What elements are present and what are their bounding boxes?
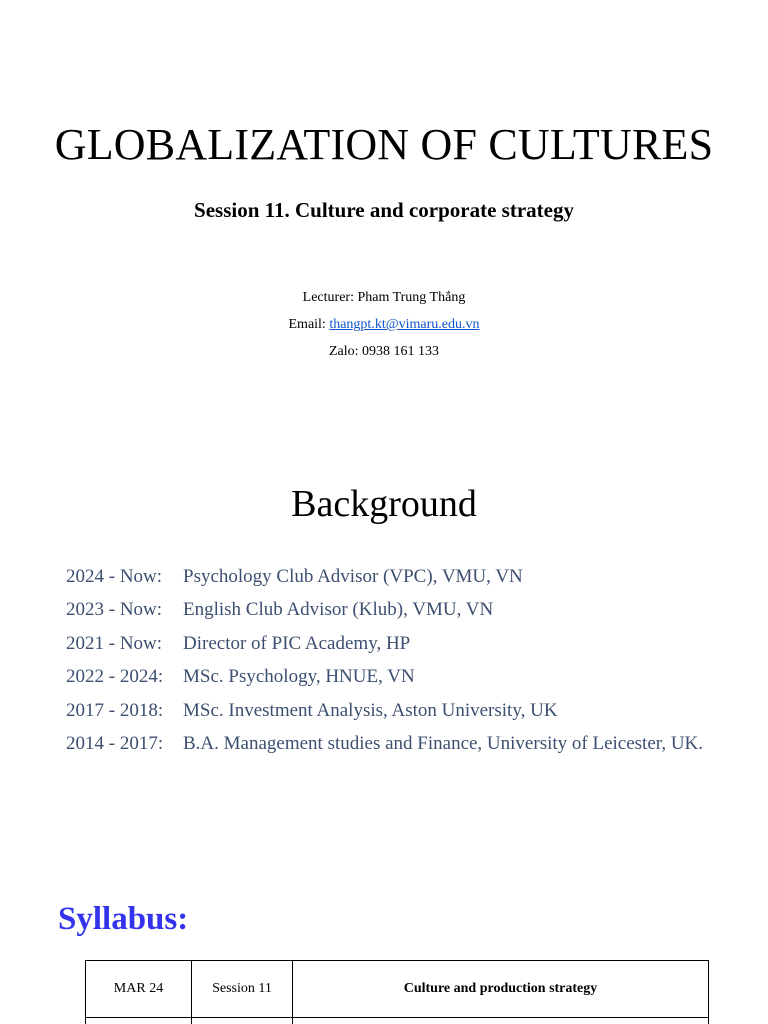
- lecturer-line: [0, 289, 768, 307]
- session-topic-cell: [293, 1018, 709, 1024]
- page-title: GLOBALIZATION OF CULTURES: [54, 120, 714, 169]
- background-description: Psychology Club Advisor (VPC), VMU, VN: [183, 566, 523, 587]
- background-item: [66, 595, 766, 628]
- syllabus-table: [85, 960, 709, 1024]
- background-description: B.A. Management studies and Finance, University of Leicester, UK.: [183, 732, 704, 754]
- background-item: [66, 696, 766, 729]
- background-item: [66, 729, 766, 762]
- background-years: 2021 - Now:: [66, 632, 163, 654]
- email-line: [0, 316, 768, 334]
- background-description: MSc. Psychology, HNUE, VN: [183, 666, 415, 688]
- table-row: [86, 961, 709, 1018]
- lecturer-name: Pham Trung Thắng: [357, 290, 466, 305]
- background-item: [66, 662, 766, 695]
- background-years: 2023 - Now:: [66, 599, 163, 621]
- background-years: 2022 - 2024:: [66, 666, 164, 688]
- background-years: 2017 - 2018:: [66, 699, 164, 721]
- zalo-label: Zalo:: [328, 344, 363, 359]
- zalo-line: [0, 343, 768, 361]
- background-description: MSc. Investment Analysis, Aston University, UK: [183, 699, 558, 721]
- background-description: Director of PIC Academy, HP: [183, 632, 411, 654]
- session-number-cell: [192, 1018, 293, 1024]
- background-item: [66, 629, 766, 662]
- background-years: 2014 - 2017:: [66, 732, 164, 754]
- background-description: English Club Advisor (Klub), VMU, VN: [183, 599, 494, 621]
- background-list: [66, 562, 766, 762]
- session-number-cell: Session 11: [192, 961, 293, 1018]
- table-row: [86, 1018, 709, 1024]
- background-item: [66, 562, 766, 595]
- email-link[interactable]: thangpt.kt@vimaru.edu.vn: [329, 317, 480, 332]
- email-label: Email:: [288, 317, 330, 332]
- session-date-cell: [86, 1018, 192, 1024]
- lecturer-label: Lecturer:: [302, 290, 358, 305]
- background-heading: Background: [291, 483, 477, 525]
- background-years: 2024 - Now:: [66, 566, 163, 587]
- session-subtitle: Session 11. Culture and corporate strategy: [194, 198, 574, 222]
- zalo-number: 0938 161 133: [362, 344, 440, 359]
- session-date-cell: MAR 24: [86, 961, 192, 1018]
- syllabus-heading: Syllabus:: [58, 901, 189, 937]
- session-topic-cell: Culture and production strategy: [293, 961, 709, 1018]
